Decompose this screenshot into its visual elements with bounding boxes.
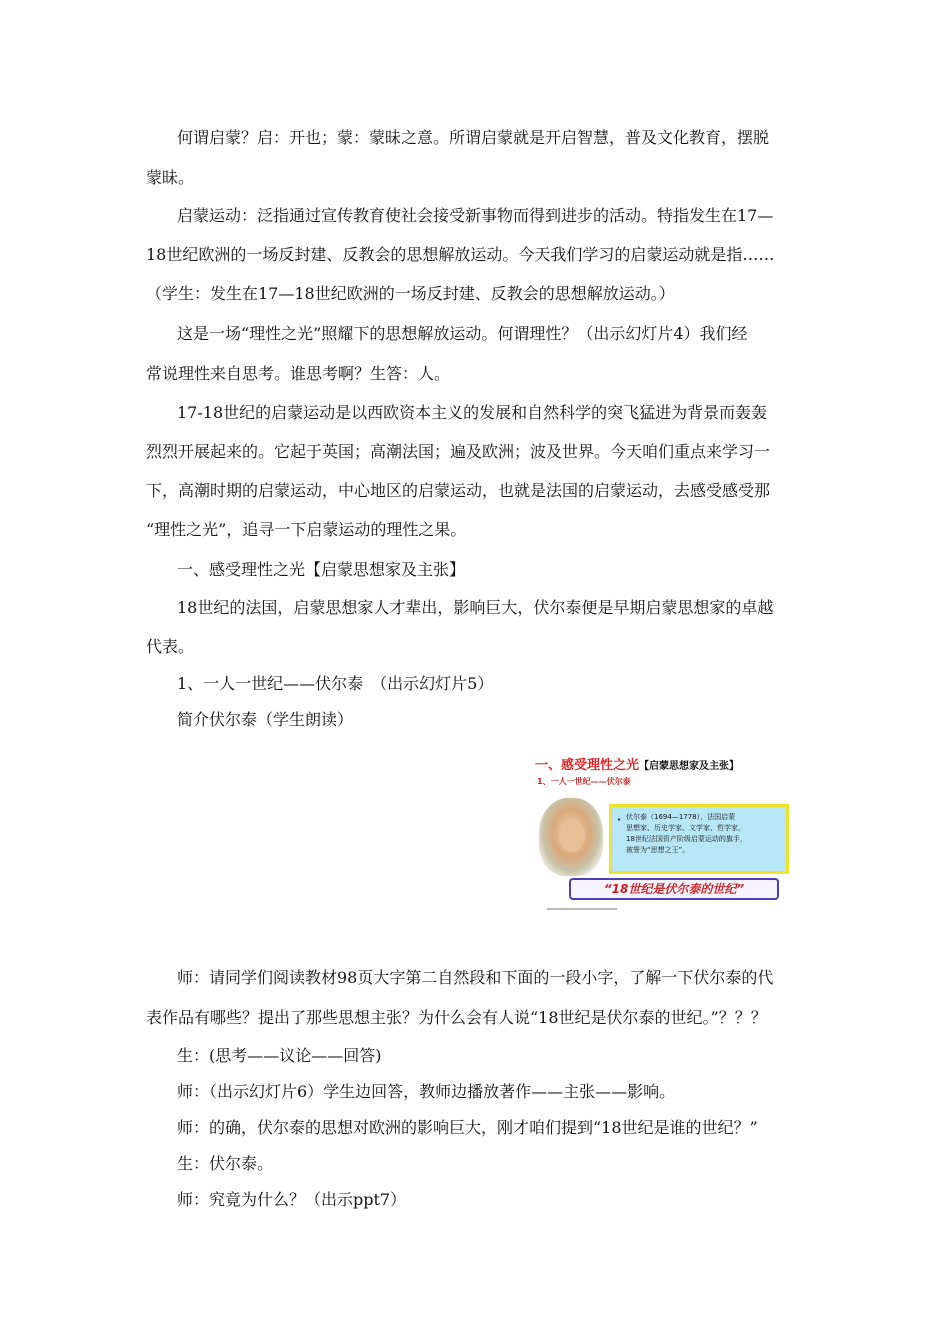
paragraph-line: （学生：发生在17—18世纪欧洲的一场反封建、反教会的思想解放运动。） xyxy=(146,284,675,303)
slide-title xyxy=(535,754,739,773)
slide-title-bracket: 【启蒙思想家及主张】 xyxy=(639,761,740,772)
paragraph-line: 这是一场“理性之光”照耀下的思想解放运动。何谓理性？（出示幻灯片4）我们经 xyxy=(177,324,748,343)
slide-banner: “18世纪是伏尔泰的世纪” xyxy=(569,878,779,900)
info-line: 18世纪法国资产阶级启蒙运动的旗手， xyxy=(626,835,747,843)
paragraph-line: 生：(思考——议论——回答) xyxy=(177,1046,382,1065)
paragraph-line: 烈烈开展起来的。它起于英国；高潮法国；遍及欧洲；波及世界。今天咱们重点来学习一 xyxy=(146,442,771,461)
paragraph-line: 师：的确，伏尔泰的思想对欧洲的影响巨大，刚才咱们提到“18世纪是谁的世纪？” xyxy=(177,1118,758,1137)
slide-subtitle: 1、一人一世纪——伏尔泰 xyxy=(537,777,631,786)
paragraph-line: 启蒙运动：泛指通过宣传教育使社会接受新事物而得到进步的活动。特指发生在17— xyxy=(177,206,774,225)
paragraph-line: 常说理性来自思考。谁思考啊？生答：人。 xyxy=(146,364,451,383)
slide-divider xyxy=(547,908,617,910)
paragraph-line: 简介伏尔泰（学生朗读） xyxy=(177,710,354,729)
paragraph-line: 18世纪的法国，启蒙思想家人才辈出，影响巨大，伏尔泰便是早期启蒙思想家的卓越 xyxy=(177,598,774,617)
paragraph-line: 师：请同学们阅读教材98页大字第二自然段和下面的一段小字，了解一下伏尔泰的代 xyxy=(177,968,774,987)
paragraph-line: “理性之光”，追寻一下启蒙运动的理性之果。 xyxy=(146,520,467,539)
paragraph-line: 师：究竟为什么？（出示ppt7） xyxy=(177,1190,407,1209)
info-line: 被誉为“思想之王”。 xyxy=(626,846,690,854)
slide-title-main: 一、感受理性之光 xyxy=(535,758,640,773)
paragraph-line: 蒙昧。 xyxy=(146,168,195,187)
paragraph-line: 17-18世纪的启蒙运动是以西欧资本主义的发展和自然科学的突飞猛进为背景而轰轰 xyxy=(177,403,768,422)
paragraph-line: 生：伏尔泰。 xyxy=(177,1154,274,1173)
voltaire-portrait xyxy=(539,798,603,876)
slide-thumbnail xyxy=(527,748,789,914)
info-line: 伏尔泰（1694—1778），法国启蒙 xyxy=(626,813,736,821)
paragraph-line: 师：（出示幻灯片6）学生边回答，教师边播放著作——主张——影响。 xyxy=(177,1082,676,1101)
info-line: 思想家、历史学家、文学家、哲学家， xyxy=(626,824,745,832)
section-heading: 一、感受理性之光【启蒙思想家及主张】 xyxy=(177,560,466,579)
paragraph-line: 表作品有哪些？提出了那些思想主张？为什么会有人说“18世纪是伏尔泰的世纪。”？？？ xyxy=(146,1008,767,1027)
bullet-icon: • xyxy=(617,816,622,824)
paragraph-line: 何谓启蒙？启：开也；蒙：蒙昧之意。所谓启蒙就是开启智慧，普及文化教育，摆脱 xyxy=(177,128,770,147)
paragraph-line: 代表。 xyxy=(146,637,195,656)
subsection-heading: 1、一人一世纪——伏尔泰 （出示幻灯片5） xyxy=(177,674,494,693)
paragraph-line: 下，高潮时期的启蒙运动，中心地区的启蒙运动，也就是法国的启蒙运动，去感受感受那 xyxy=(146,481,771,500)
slide-info-box xyxy=(609,804,789,874)
paragraph-line: 18世纪欧洲的一场反封建、反教会的思想解放运动。今天我们学习的启蒙运动就是指…… xyxy=(146,245,775,264)
